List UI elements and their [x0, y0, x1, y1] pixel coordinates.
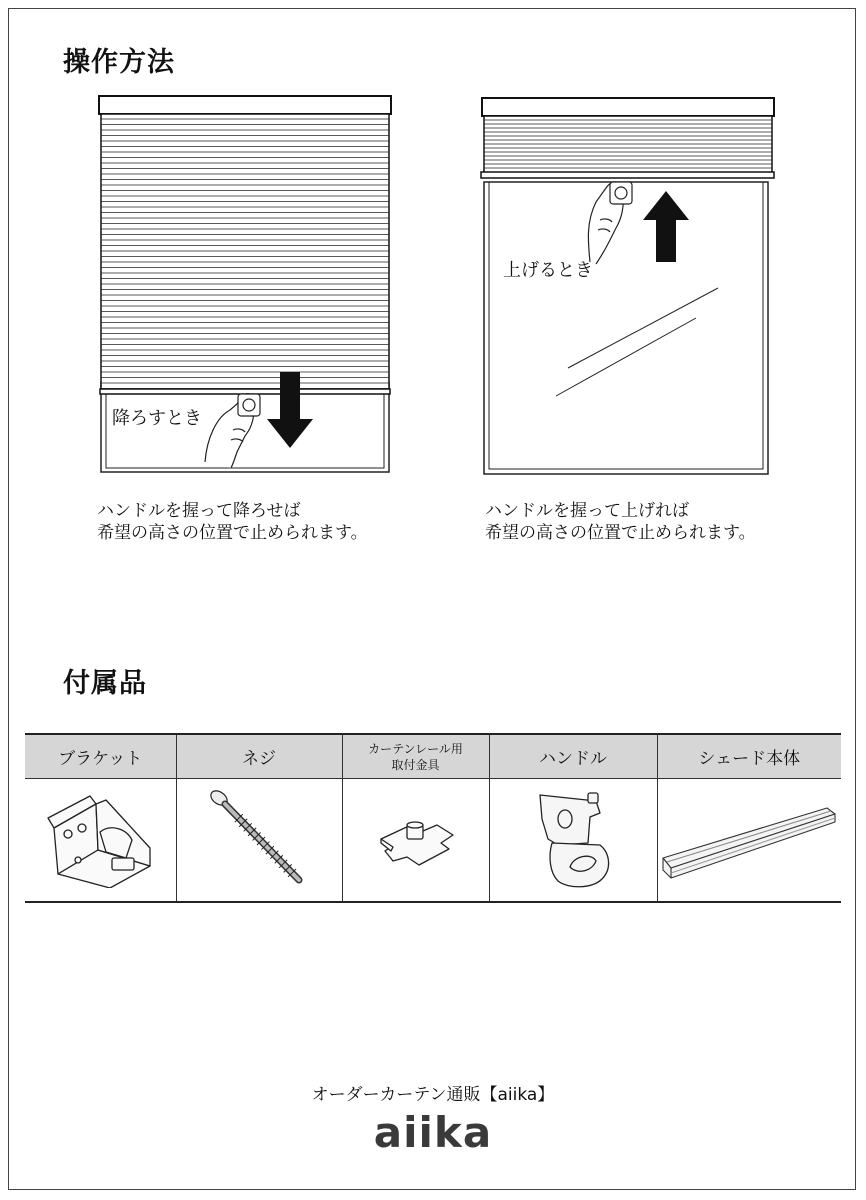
rail-fitting-icon [371, 803, 461, 873]
screw-cell [176, 779, 342, 903]
raising-illustration [478, 92, 778, 482]
handle-icon [518, 783, 628, 893]
accessories-title: 付属品 [63, 668, 147, 699]
accessories-table [25, 733, 841, 903]
bracket-icon [40, 788, 160, 888]
col-shade-body: シェード本体 [657, 734, 841, 779]
shade-body-icon [659, 788, 839, 888]
lowering-label: 降ろすとき [112, 408, 202, 429]
bracket-cell [25, 779, 176, 903]
col-handle: ハンドル [489, 734, 657, 779]
raising-caption: ハンドルを握って上げれば 希望の高さの位置で止められます。 [485, 501, 756, 543]
shade-body-cell [657, 779, 841, 903]
accessories-header-row [25, 734, 841, 779]
col-rail-fitting: カーテンレール用 取付金具 [342, 734, 489, 779]
accessories-image-row [25, 779, 841, 903]
col-bracket: ブラケット [25, 734, 176, 779]
handle-cell [489, 779, 657, 903]
aiika-logo[interactable]: aiika [373, 1108, 493, 1157]
col-screw: ネジ [176, 734, 342, 779]
up-arrow-icon [643, 191, 689, 262]
hand-icon [205, 394, 260, 468]
raising-label: 上げるとき [503, 260, 593, 281]
operation-title: 操作方法 [63, 47, 175, 78]
lowering-caption: ハンドルを握って降ろせば 希望の高さの位置で止められます。 [97, 501, 368, 543]
screw-icon [199, 788, 319, 888]
rail-fitting-cell [342, 779, 489, 903]
hand-icon [588, 182, 632, 264]
shop-name: オーダーカーテン通販【aiika】 [311, 1085, 555, 1105]
